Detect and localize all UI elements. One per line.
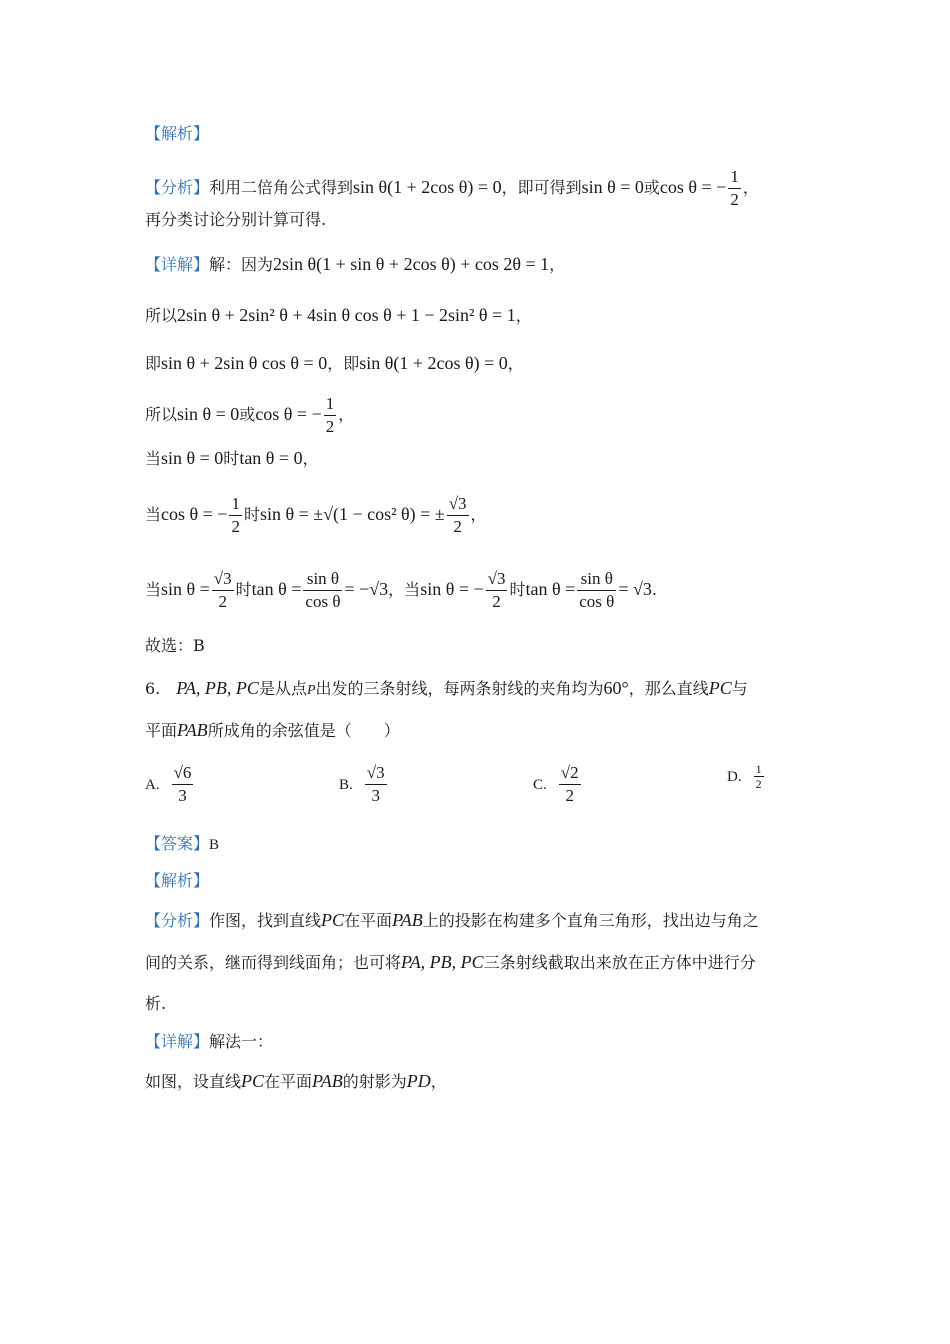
fraction-sqrt3-over-2: $\frac{√3}{2}$	[213, 569, 232, 611]
math: PC	[241, 1071, 265, 1091]
math: PC	[321, 910, 345, 930]
option-b[interactable]	[339, 762, 389, 807]
text: .	[651, 580, 657, 599]
math: 2sin θ + 2sin² θ + 4sin θ cos θ + 1 − 2sin² θ = 1	[177, 305, 516, 325]
prev-detail-line1	[145, 252, 565, 277]
fraction-sqrt3-over-2: $\frac{√3}{2}$	[487, 569, 506, 611]
text: ，	[338, 405, 355, 424]
text: 时	[509, 580, 526, 599]
option-label: A.	[145, 776, 160, 793]
q6-answer	[145, 832, 219, 857]
q6-detail-line2	[145, 1069, 447, 1094]
option-c[interactable]	[533, 762, 583, 807]
fraction-sqrt3-over-2: $\frac{√3}{2}$	[448, 494, 467, 536]
q6-analysis-line2	[145, 950, 756, 975]
math: tan θ =	[525, 579, 576, 599]
text: 如图，设直线	[145, 1072, 242, 1091]
text: 所以	[145, 405, 178, 424]
prev-analysis-line2: 再分类讨论分别计算可得.	[145, 210, 327, 229]
option-label: C.	[533, 776, 547, 793]
math: PAB	[177, 720, 208, 740]
math: sin θ + 2sin θ cos θ = 0	[161, 353, 328, 373]
math: sin θ(1 + 2cos θ) = 0	[353, 177, 502, 197]
math: tan θ =	[251, 579, 302, 599]
fraction-half: $\frac{1}{2}$	[730, 167, 739, 209]
math: PAB	[392, 910, 423, 930]
q6-detail-line1	[145, 1030, 273, 1054]
option-a[interactable]	[145, 762, 195, 807]
text: 解：因为	[209, 255, 274, 274]
tag-xiangjie: 【详解】	[145, 255, 210, 274]
text: 与	[731, 679, 748, 698]
math: sin θ =	[161, 579, 210, 599]
text: ，	[470, 505, 487, 524]
tag-fenxi: 【分析】	[145, 911, 210, 930]
math: sin θ = 0	[581, 177, 644, 197]
option-fraction: $\frac{√2}{2}$	[560, 763, 579, 805]
prev-answer: 故选：B	[145, 636, 205, 655]
text: ，	[302, 449, 319, 468]
text: 三条射线截取出来放在正方体中进行分	[483, 953, 756, 972]
text: ，当	[388, 580, 421, 599]
option-label: D.	[727, 768, 742, 785]
prev-detail-line6	[145, 490, 487, 539]
math: sin θ = −	[420, 579, 484, 599]
text: 平面	[145, 721, 178, 740]
option-label: B.	[339, 776, 353, 793]
math: sin θ(1 + 2cos θ) = 0	[359, 353, 508, 373]
math: PAB	[312, 1071, 343, 1091]
text: ，	[742, 178, 759, 197]
text: 作图，找到直线	[209, 911, 322, 930]
math: = √3	[618, 579, 652, 599]
prev-analysis-line1	[145, 166, 759, 211]
text: ，	[507, 354, 524, 373]
fraction-sin-over-cos: $\frac{\text{sin θ}}{\text{cos θ}}$	[305, 569, 341, 611]
text: 即	[145, 354, 162, 373]
option-d[interactable]	[727, 762, 766, 791]
option-fraction: $\frac{√6}{3}$	[173, 763, 192, 805]
math: cos θ = −	[255, 404, 322, 424]
text: 当	[145, 505, 162, 524]
text: 解法一：	[209, 1032, 274, 1051]
math: P	[306, 683, 316, 698]
text: 当	[145, 449, 162, 468]
tag-daan: 【答案】	[145, 834, 210, 853]
text: 时	[243, 505, 260, 524]
text: 是从点	[258, 679, 307, 698]
text: 在平面	[344, 911, 393, 930]
math: cos θ = −	[659, 177, 727, 197]
option-fraction: $\frac{1}{2}$	[755, 762, 762, 791]
text: ，	[515, 306, 532, 325]
math: PD	[406, 1071, 431, 1091]
math: sin θ = 0	[161, 448, 224, 468]
text: ，即	[327, 354, 360, 373]
text: 时	[235, 580, 252, 599]
text: 上的投影在构建多个直角三角形，找出边与角之	[422, 911, 759, 930]
math: 60°	[603, 678, 629, 698]
prev-detail-line3	[145, 351, 524, 376]
tag-jiexi: 【解析】	[145, 871, 210, 890]
q6-line1	[145, 676, 748, 703]
math: PA, PB, PC	[176, 678, 259, 698]
tag-fenxi: 【分析】	[145, 178, 210, 197]
math: cos θ = −	[161, 504, 228, 524]
q6-analysis-line1	[145, 908, 759, 933]
text: ，即可得到	[501, 178, 582, 197]
math: sin θ = ±√(1 − cos² θ) = ±	[259, 504, 445, 524]
text: 出发的三条射线，每两条射线的夹角均为	[315, 679, 604, 698]
math: = −√3	[344, 579, 389, 599]
text: 利用二倍角公式得到	[209, 178, 354, 197]
prev-detail-line5	[145, 446, 319, 471]
math: PA, PB, PC	[401, 952, 484, 972]
fraction-sin-over-cos: $\frac{\text{sin θ}}{\text{cos θ}}$	[579, 569, 615, 611]
text: 间的关系，继而得到线面角；也可将	[145, 953, 402, 972]
fraction-half: $\frac{1}{2}$	[231, 494, 240, 536]
prev-detail-line4	[145, 390, 354, 439]
fraction-half: $\frac{1}{2}$	[325, 394, 335, 436]
prev-detail-line7	[145, 565, 657, 614]
answer-value: B	[209, 837, 220, 853]
text: 或	[643, 178, 660, 197]
tag-jiexi: 【解析】	[145, 124, 210, 143]
text: ，那么直线	[628, 679, 709, 698]
text: 在平面	[264, 1072, 313, 1091]
math: 2sin θ(1 + sin θ + 2cos θ) + cos 2θ = 1	[273, 254, 550, 274]
math: sin θ = 0	[177, 404, 240, 424]
q6-analysis-line3: 析.	[145, 994, 167, 1013]
text: ，	[549, 255, 566, 274]
option-fraction: $\frac{√3}{3}$	[366, 763, 385, 805]
text: 当	[145, 580, 162, 599]
math: tan θ = 0	[239, 448, 303, 468]
question-number: 6.	[145, 679, 161, 698]
text: 时	[223, 449, 240, 468]
text: 所以	[145, 306, 178, 325]
prev-detail-line2	[145, 303, 532, 328]
math: PC	[708, 678, 732, 698]
tag-xiangjie: 【详解】	[145, 1032, 210, 1051]
text: 所成角的余弦值是（ ）	[207, 721, 400, 740]
text: 的射影为	[342, 1072, 407, 1091]
text: ，	[430, 1072, 447, 1091]
text: 或	[239, 405, 256, 424]
q6-line2	[145, 718, 400, 743]
